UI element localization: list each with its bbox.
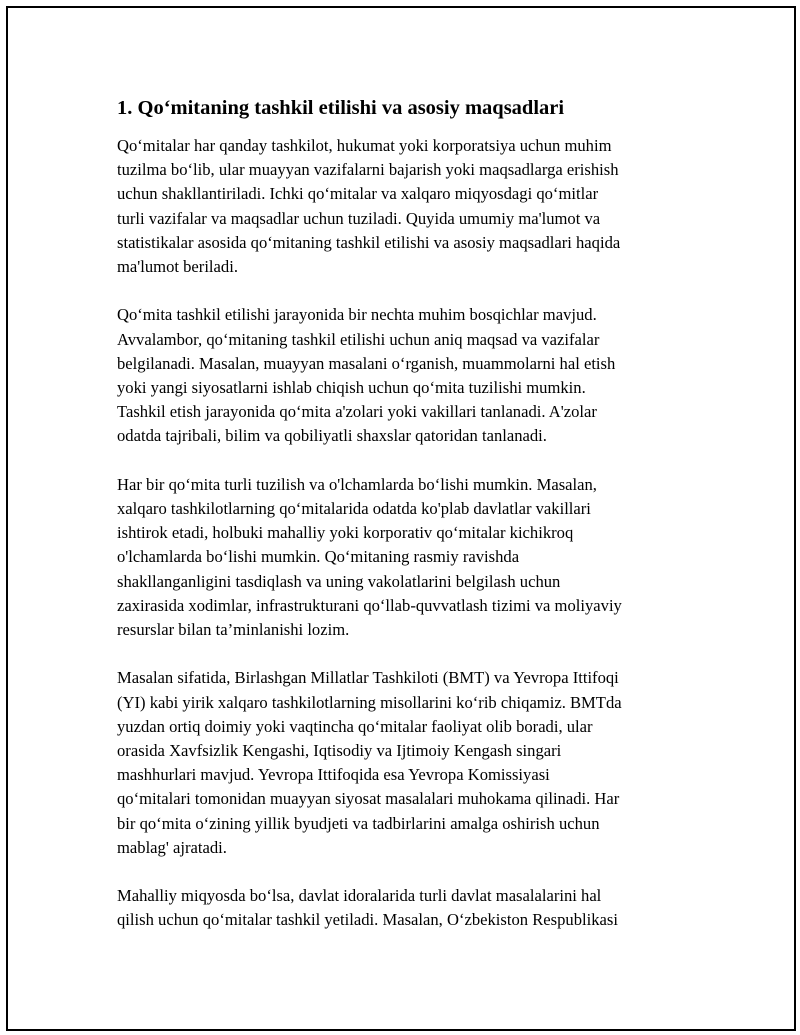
document-body [117, 96, 687, 957]
text-line: bir qo‘mita o‘zining yillik byudjeti va tadbirlarini amalga oshirish uchun [117, 813, 600, 833]
text-line: Har bir qo‘mita turli tuzilish va o'lchamlarda bo‘lishi mumkin. Masalan, [117, 474, 597, 494]
text-line: shakllanganligini tasdiqlash va uning vakolatlarini belgilash uchun [117, 571, 561, 591]
text-line: orasida Xavfsizlik Kengashi, Iqtisodiy va Ijtimoiy Kengash singari [117, 741, 562, 761]
text-line: ishtirok etadi, holbuki mahalliy yoki korporativ qo‘mitalar kichikroq [117, 523, 574, 543]
text-line: Qo‘mitalar har qanday tashkilot, hukumat yoki korporatsiya uchun muhim [117, 136, 612, 155]
paragraph-4 [117, 666, 687, 860]
paragraph-1 [117, 134, 687, 279]
text-line: resurslar bilan ta’minlanishi lozim. [117, 620, 350, 640]
text-line: qilish uchun qo‘mitalar tashkil yetiladi. Masalan, O‘zbekiston Respublikasi [117, 910, 618, 930]
text-line: yoki yangi siyosatlarni ishlab chiqish uchun qo‘mita tuzilishi mumkin. [117, 378, 586, 398]
text-line: uchun shakllantiriladi. Ichki qo‘mitalar va xalqaro miqyosdagi qo‘mitlar [117, 184, 599, 204]
paragraph-5 [117, 884, 687, 932]
text-line: turli vazifalar va maqsadlar uchun tuziladi. Quyida umumiy ma'lumot va [117, 208, 601, 228]
text-line: Qo‘mita tashkil etilishi jarayonida bir nechta muhim bosqichlar mavjud. [117, 305, 597, 325]
text-line: tuzilma bo‘lib, ular muayyan vazifalarni bajarish yoki maqsadlarga erishish [117, 160, 619, 180]
text-line: (YI) kabi yirik xalqaro tashkilotlarning misollarini ko‘rib chiqamiz. BMTda [117, 692, 622, 712]
text-line: Masalan sifatida, Birlashgan Millatlar Tashkiloti (BMT) va Yevropa Ittifoqi [117, 668, 619, 688]
text-line: Tashkil etish jarayonida qo‘mita a'zolari yoki vakillari tanlanadi. A'zolar [117, 402, 597, 422]
paragraph-3 [117, 473, 687, 642]
paragraph-2 [117, 303, 687, 448]
text-line: zaxirasida xodimlar, infrastrukturani qo‘llab-quvvatlash tizimi va moliyaviy [117, 595, 622, 615]
text-line: ma'lumot beriladi. [117, 257, 238, 277]
text-line: xalqaro tashkilotlarning qo‘mitalarida odatda ko'plab davlatlar vakillari [117, 499, 591, 519]
text-line: belgilanadi. Masalan, muayyan masalani o‘rganish, muammolarni hal etish [117, 353, 616, 373]
text-line: Avvalambor, qo‘mitaning tashkil etilishi uchun aniq maqsad va vazifalar [117, 329, 600, 349]
text-line: yuzdan ortiq doimiy yoki vaqtincha qo‘mitalar faoliyat olib boradi, ular [117, 716, 593, 736]
text-line: o'lchamlarda bo‘lishi mumkin. Qo‘mitaning rasmiy ravishda [117, 547, 520, 567]
text-line: Mahalliy miqyosda bo‘lsa, davlat idoralarida turli davlat masalalarini hal [117, 886, 602, 906]
text-line: mablag' ajratadi. [117, 837, 227, 857]
text-line: statistikalar asosida qo‘mitaning tashkil etilishi va asosiy maqsadlari haqida [117, 232, 621, 252]
text-line: qo‘mitalari tomonidan muayyan siyosat masalalari muhokama qilinadi. Har [117, 789, 620, 809]
section-heading: 1. Qo‘mitaning tashkil etilishi va asosiy maqsadlari [117, 97, 565, 119]
text-line: mashhurlari mavjud. Yevropa Ittifoqida esa Yevropa Komissiyasi [117, 765, 550, 785]
text-line: odatda tajribali, bilim va qobiliyatli shaxslar qatoridan tanlanadi. [117, 426, 547, 446]
